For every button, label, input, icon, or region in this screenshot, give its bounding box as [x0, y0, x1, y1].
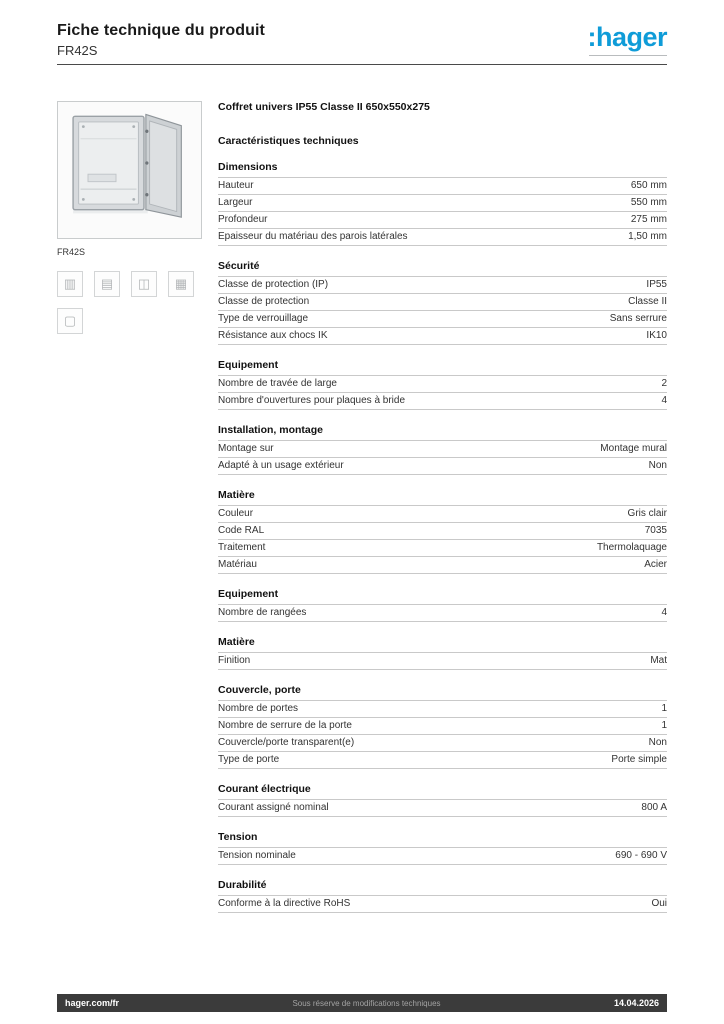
spec-row	[218, 751, 667, 768]
spec-row	[218, 539, 667, 556]
spec-value: Montage mural	[600, 443, 667, 454]
section-rows	[218, 895, 667, 913]
spec-row	[218, 652, 667, 669]
spec-value: 800 A	[641, 802, 667, 813]
spec-label: Profondeur	[218, 214, 268, 225]
product-reference: FR42S	[57, 43, 98, 58]
spec-section	[218, 260, 667, 345]
dimensions-icon: ▥	[57, 271, 83, 297]
brand-block	[587, 24, 667, 56]
spec-value: Classe II	[628, 296, 667, 307]
section-rows	[218, 847, 667, 865]
spec-label: Nombre de portes	[218, 703, 299, 714]
spec-section	[218, 588, 667, 622]
spec-section	[218, 636, 667, 670]
spec-value: Oui	[651, 898, 667, 909]
wall-mount-icon: ▤	[94, 271, 120, 297]
section-title: Sécurité	[218, 260, 260, 272]
section-title: Installation, montage	[218, 424, 324, 436]
spec-value: 1,50 mm	[628, 231, 667, 242]
spec-section	[218, 359, 667, 410]
section-title: Equipement	[218, 588, 279, 600]
spec-value: 690 - 690 V	[615, 850, 667, 861]
spec-value: 1	[661, 703, 667, 714]
spec-row	[218, 228, 667, 245]
section-title: Courant électrique	[218, 783, 311, 795]
spec-value: Non	[648, 737, 667, 748]
spec-row	[218, 310, 667, 327]
spec-label: Code RAL	[218, 525, 265, 536]
specs-heading: Caractéristiques techniques	[218, 135, 359, 147]
spec-label: Montage sur	[218, 443, 274, 454]
spec-value: Mat	[650, 655, 667, 666]
spec-section	[218, 783, 667, 817]
spec-value: 2	[661, 378, 667, 389]
spec-row	[218, 700, 667, 717]
spec-row	[218, 717, 667, 734]
spec-row	[218, 457, 667, 474]
spec-value: 4	[661, 395, 667, 406]
page-title: Fiche technique du produit	[57, 22, 265, 39]
left-column	[57, 101, 218, 913]
section-title: Durabilité	[218, 879, 267, 891]
cable-entry-icon: ▢	[57, 308, 83, 334]
header-divider	[57, 64, 667, 65]
spec-row	[218, 604, 667, 621]
footer-disclaimer: Sous réserve de modifications techniques	[292, 998, 441, 1008]
spec-value: 1	[661, 720, 667, 731]
spec-label: Nombre de rangées	[218, 607, 307, 618]
spec-row	[218, 177, 667, 194]
spec-label: Finition	[218, 655, 251, 666]
spec-label: Traitement	[218, 542, 266, 553]
spec-sections	[218, 161, 667, 913]
spec-value: 4	[661, 607, 667, 618]
section-title: Couvercle, porte	[218, 684, 301, 696]
spec-section	[218, 879, 667, 913]
spec-label: Adapté à un usage extérieur	[218, 460, 344, 471]
spec-section	[218, 831, 667, 865]
spec-label: Type de verrouillage	[218, 313, 309, 324]
spec-row	[218, 505, 667, 522]
spec-value: IP55	[646, 279, 667, 290]
spec-value: Gris clair	[627, 508, 667, 519]
spec-row	[218, 327, 667, 344]
main-content	[57, 101, 667, 913]
spec-label: Conforme à la directive RoHS	[218, 898, 351, 909]
spec-row	[218, 847, 667, 864]
spec-label: Nombre de travée de large	[218, 378, 337, 389]
spec-row	[218, 293, 667, 310]
section-rows	[218, 700, 667, 769]
spec-value: Thermolaquage	[596, 542, 667, 553]
spec-label: Couleur	[218, 508, 254, 519]
spec-value: Non	[648, 460, 667, 471]
spec-label: Classe de protection	[218, 296, 310, 307]
spec-label: Largeur	[218, 197, 253, 208]
section-title: Matière	[218, 489, 255, 501]
spec-label: Epaisseur du matériau des parois latérales	[218, 231, 408, 242]
section-title: Tension	[218, 831, 258, 843]
spec-row	[218, 276, 667, 293]
spec-label: Nombre d'ouvertures pour plaques à bride	[218, 395, 406, 406]
spec-value: 650 mm	[630, 180, 667, 191]
spec-row	[218, 194, 667, 211]
section-rows	[218, 799, 667, 817]
spec-row	[218, 375, 667, 392]
spec-row	[218, 440, 667, 457]
footer-bar	[57, 994, 667, 1012]
section-rows	[218, 276, 667, 345]
spec-value: 550 mm	[630, 197, 667, 208]
logo-underline	[589, 55, 667, 56]
spec-section	[218, 424, 667, 475]
spec-value: Porte simple	[611, 754, 667, 765]
spec-row	[218, 522, 667, 539]
spec-label: Type de porte	[218, 754, 280, 765]
product-photo	[60, 105, 200, 235]
flange-plate-icon: ▦	[168, 271, 194, 297]
spec-row	[218, 211, 667, 228]
spec-row	[218, 392, 667, 409]
spec-label: Tension nominale	[218, 850, 296, 861]
spec-label: Couvercle/porte transparent(e)	[218, 737, 355, 748]
spec-label: Matériau	[218, 559, 257, 570]
spec-label: Classe de protection (IP)	[218, 279, 329, 290]
spec-value: 7035	[644, 525, 667, 536]
spec-row	[218, 734, 667, 751]
spec-row	[218, 556, 667, 573]
product-name: Coffret univers IP55 Classe II 650x550x275	[218, 101, 430, 113]
section-rows	[218, 652, 667, 670]
door-icon: ◫	[131, 271, 157, 297]
right-column	[218, 101, 667, 913]
spec-value: IK10	[646, 330, 667, 341]
section-title: Matière	[218, 636, 255, 648]
section-rows	[218, 375, 667, 410]
section-rows	[218, 440, 667, 475]
spec-label: Résistance aux chocs IK	[218, 330, 328, 341]
spec-section	[218, 161, 667, 246]
section-rows	[218, 505, 667, 574]
spec-label: Hauteur	[218, 180, 254, 191]
spec-row	[218, 895, 667, 912]
spec-row	[218, 799, 667, 816]
section-rows	[218, 177, 667, 246]
product-photo-frame	[57, 101, 202, 239]
header	[57, 22, 667, 75]
section-title: Equipement	[218, 359, 279, 371]
spec-section	[218, 489, 667, 574]
section-rows	[218, 604, 667, 622]
spec-value: 275 mm	[630, 214, 667, 225]
spec-label: Courant assigné nominal	[218, 802, 329, 813]
pictogram-grid	[57, 271, 202, 334]
footer-date: 14.04.2026	[613, 998, 659, 1008]
spec-label: Nombre de serrure de la porte	[218, 720, 352, 731]
hager-logo: :hager	[587, 22, 667, 52]
footer-website-link[interactable]: hager.com/fr	[65, 998, 120, 1008]
spec-section	[218, 684, 667, 769]
photo-caption: FR42S	[57, 247, 86, 257]
section-title: Dimensions	[218, 161, 278, 173]
spec-value: Acier	[644, 559, 667, 570]
spec-value: Sans serrure	[609, 313, 667, 324]
